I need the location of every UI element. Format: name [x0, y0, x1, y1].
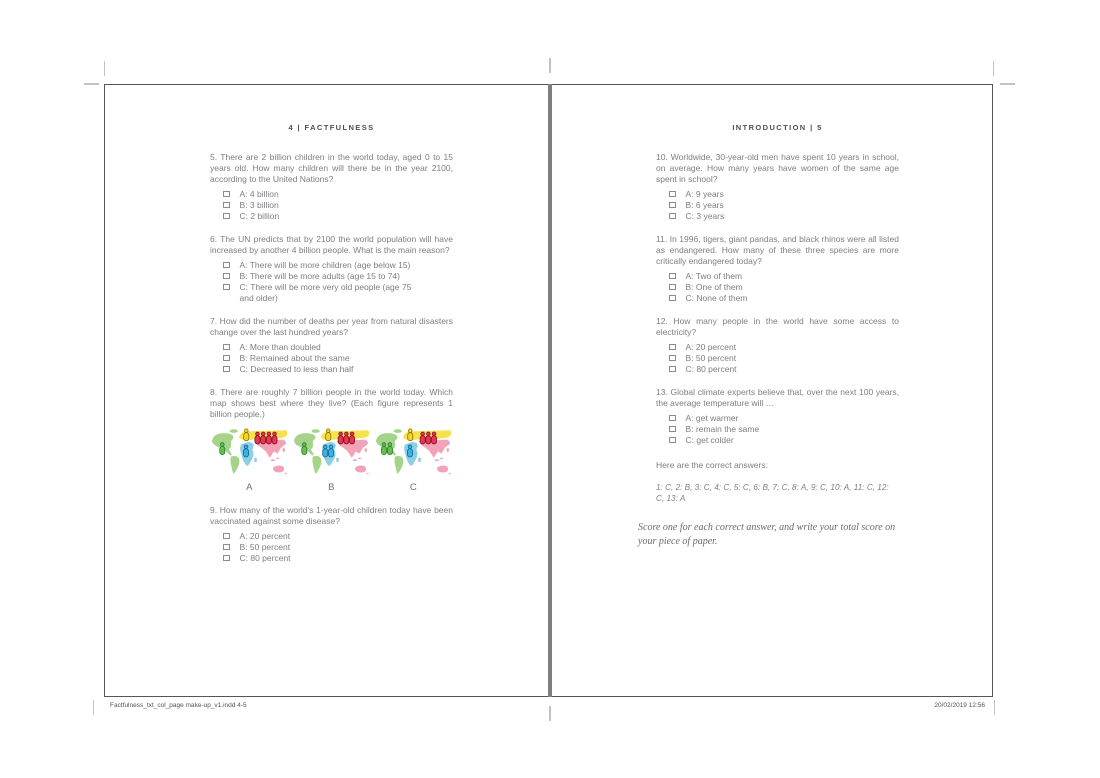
option-label: C: 80 percent — [685, 364, 737, 374]
answer-checkbox-icon — [669, 191, 676, 198]
answer-checkbox-icon — [669, 426, 676, 433]
crop-mark — [994, 700, 996, 715]
map-label-c: C — [409, 482, 418, 493]
question-5-option-b — [210, 200, 453, 211]
answer-checkbox-icon — [669, 213, 676, 220]
option-label: B: 50 percent — [239, 542, 291, 552]
question-13-option-b — [656, 424, 899, 435]
question-9-option-a — [210, 531, 453, 542]
crop-mark — [549, 58, 551, 73]
answer-checkbox-icon — [669, 437, 676, 444]
answer-checkbox-icon — [223, 262, 230, 269]
question-12-text: 12. How many people in the world have some access to electricity? — [656, 316, 899, 337]
question-5 — [210, 152, 453, 222]
answer-checkbox-icon — [223, 344, 230, 351]
question-7-option-a — [210, 342, 453, 353]
question-6-option-a — [210, 260, 453, 271]
population-figures — [381, 429, 436, 457]
world-map-a — [210, 428, 289, 493]
page-right-content — [638, 85, 899, 549]
question-13-option-c — [656, 435, 899, 446]
page-right-running-head: INTRODUCTION | 5 — [732, 123, 823, 132]
question-10-option-b — [656, 200, 899, 211]
page-right — [552, 84, 993, 697]
question-11-option-b — [656, 282, 899, 293]
answer-checkbox-icon — [669, 295, 676, 302]
option-label: A: More than doubled — [239, 342, 321, 352]
question-9 — [210, 505, 453, 564]
option-label: C: get colder — [685, 435, 734, 445]
option-label: A: 4 billion — [239, 189, 279, 199]
answer-checkbox-icon — [223, 544, 230, 551]
question-12 — [656, 316, 899, 375]
option-label: B: 3 billion — [239, 200, 279, 210]
answer-checkbox-icon — [223, 191, 230, 198]
map-label-a: A — [246, 482, 253, 493]
option-label: A: 9 years — [685, 189, 724, 199]
answer-checkbox-icon — [669, 366, 676, 373]
question-12-option-a — [656, 342, 899, 353]
crop-mark — [93, 700, 95, 715]
question-9-option-b — [210, 542, 453, 553]
population-maps — [210, 428, 453, 493]
world-map — [210, 428, 289, 479]
crop-mark — [549, 706, 551, 721]
correct-answers-line: 1: C, 2: B, 3: C, 4: C, 5: C, 6: B, 7: C, 8: A, 9: C, 10: A, 11: C, 12: C, 13: A — [656, 483, 889, 503]
option-label: A: get warmer — [685, 413, 739, 423]
question-7-option-b — [210, 353, 453, 364]
question-7-option-c — [210, 364, 453, 375]
question-11-option-c — [656, 293, 899, 304]
option-label: C: 80 percent — [239, 553, 291, 563]
option-label: B: remain the same — [685, 424, 760, 434]
question-12-option-c — [656, 364, 899, 375]
option-label: C: None of them — [685, 293, 748, 303]
option-label: B: Remained about the same — [239, 353, 350, 363]
map-label-b: B — [328, 482, 335, 493]
answer-checkbox-icon — [223, 213, 230, 220]
page-left-content — [210, 85, 453, 576]
world-map-c — [374, 428, 453, 493]
answer-checkbox-icon — [669, 344, 676, 351]
answer-checkbox-icon — [223, 355, 230, 362]
question-5-option-c — [210, 211, 453, 222]
question-13 — [656, 387, 899, 446]
slug-datetime: 20/02/2019 12:56 — [934, 702, 985, 709]
answer-checkbox-icon — [669, 273, 676, 280]
page-left — [104, 84, 549, 697]
question-11-option-a — [656, 271, 899, 282]
question-8 — [210, 387, 453, 420]
question-6-text: 6. The UN predicts that by 2100 the world population will have increased by another 4 billion people. What is the main reason? — [210, 234, 453, 255]
question-5-text: 5. There are 2 billion children in the world today, aged 0 to 15 years old. How many children will there be in the year 2100, according to the United Nations? — [210, 152, 453, 184]
question-11 — [656, 234, 899, 304]
question-12-option-b — [656, 353, 899, 364]
crop-mark — [84, 83, 99, 85]
option-label: B: 50 percent — [685, 353, 737, 363]
crop-mark — [1000, 83, 1015, 85]
option-label: B: There will be more adults (age 15 to 74) — [239, 271, 400, 281]
answers-intro: Here are the correct answers: — [656, 460, 768, 470]
world-map-b — [292, 428, 371, 493]
page-left-running-head: 4 | FACTFULNESS — [288, 123, 375, 132]
question-10 — [656, 152, 899, 222]
option-label: A: 20 percent — [685, 342, 737, 352]
world-map — [292, 428, 371, 479]
question-6 — [210, 234, 453, 304]
answer-checkbox-icon — [669, 284, 676, 291]
option-label: B: 6 years — [685, 200, 724, 210]
crop-mark — [993, 61, 995, 76]
question-6-option-b — [210, 271, 453, 282]
answer-checkbox-icon — [223, 284, 230, 291]
answer-checkbox-icon — [223, 533, 230, 540]
crop-mark — [104, 61, 106, 76]
answer-checkbox-icon — [669, 415, 676, 422]
question-5-option-a — [210, 189, 453, 200]
option-label: A: Two of them — [685, 271, 743, 281]
question-7 — [210, 316, 453, 375]
answer-checkbox-icon — [669, 355, 676, 362]
question-9-text: 9. How many of the world's 1-year-old children today have been vaccinated against some disease? — [210, 505, 453, 526]
slug-filename: Factfulness_txt_col_page make-up_v1.indd 4-5 — [110, 702, 247, 709]
question-10-option-c — [656, 211, 899, 222]
option-label: C: 2 billion — [239, 211, 280, 221]
question-6-option-c — [210, 282, 453, 304]
option-label: A: 20 percent — [239, 531, 291, 541]
question-10-option-a — [656, 189, 899, 200]
option-label: A: There will be more children (age below 15) — [239, 260, 411, 270]
option-label: C: 3 years — [685, 211, 725, 221]
question-13-option-a — [656, 413, 899, 424]
option-label: C: Decreased to less than half — [239, 364, 354, 374]
answer-checkbox-icon — [223, 555, 230, 562]
question-7-text: 7. How did the number of deaths per year from natural disasters change over the last hundred years? — [210, 316, 453, 337]
question-11-text: 11. In 1996, tigers, giant pandas, and black rhinos were all listed as endangered. How many of these three species are more critically endangered today? — [656, 234, 899, 266]
question-13-text: 13. Global climate experts believe that, over the next 100 years, the average temperature will … — [656, 387, 899, 408]
score-note: Score one for each correct answer, and write your total score on your piece of paper. — [638, 522, 896, 547]
option-label: C: There will be more very old people (age 75 and older) — [239, 282, 412, 303]
answer-checkbox-icon — [223, 273, 230, 280]
question-8-text: 8. There are roughly 7 billion people in the world today. Which map shows best where they live? (Each figure represents 1 billion people.) — [210, 387, 453, 419]
option-label: B: One of them — [685, 282, 743, 292]
question-9-option-c — [210, 553, 453, 564]
question-10-text: 10. Worldwide, 30-year-old men have spent 10 years in school, on average. How many years have women of the same age spent in school? — [656, 152, 899, 184]
world-map — [374, 428, 453, 479]
answer-checkbox-icon — [223, 202, 230, 209]
answer-checkbox-icon — [223, 366, 230, 373]
answer-checkbox-icon — [669, 202, 676, 209]
